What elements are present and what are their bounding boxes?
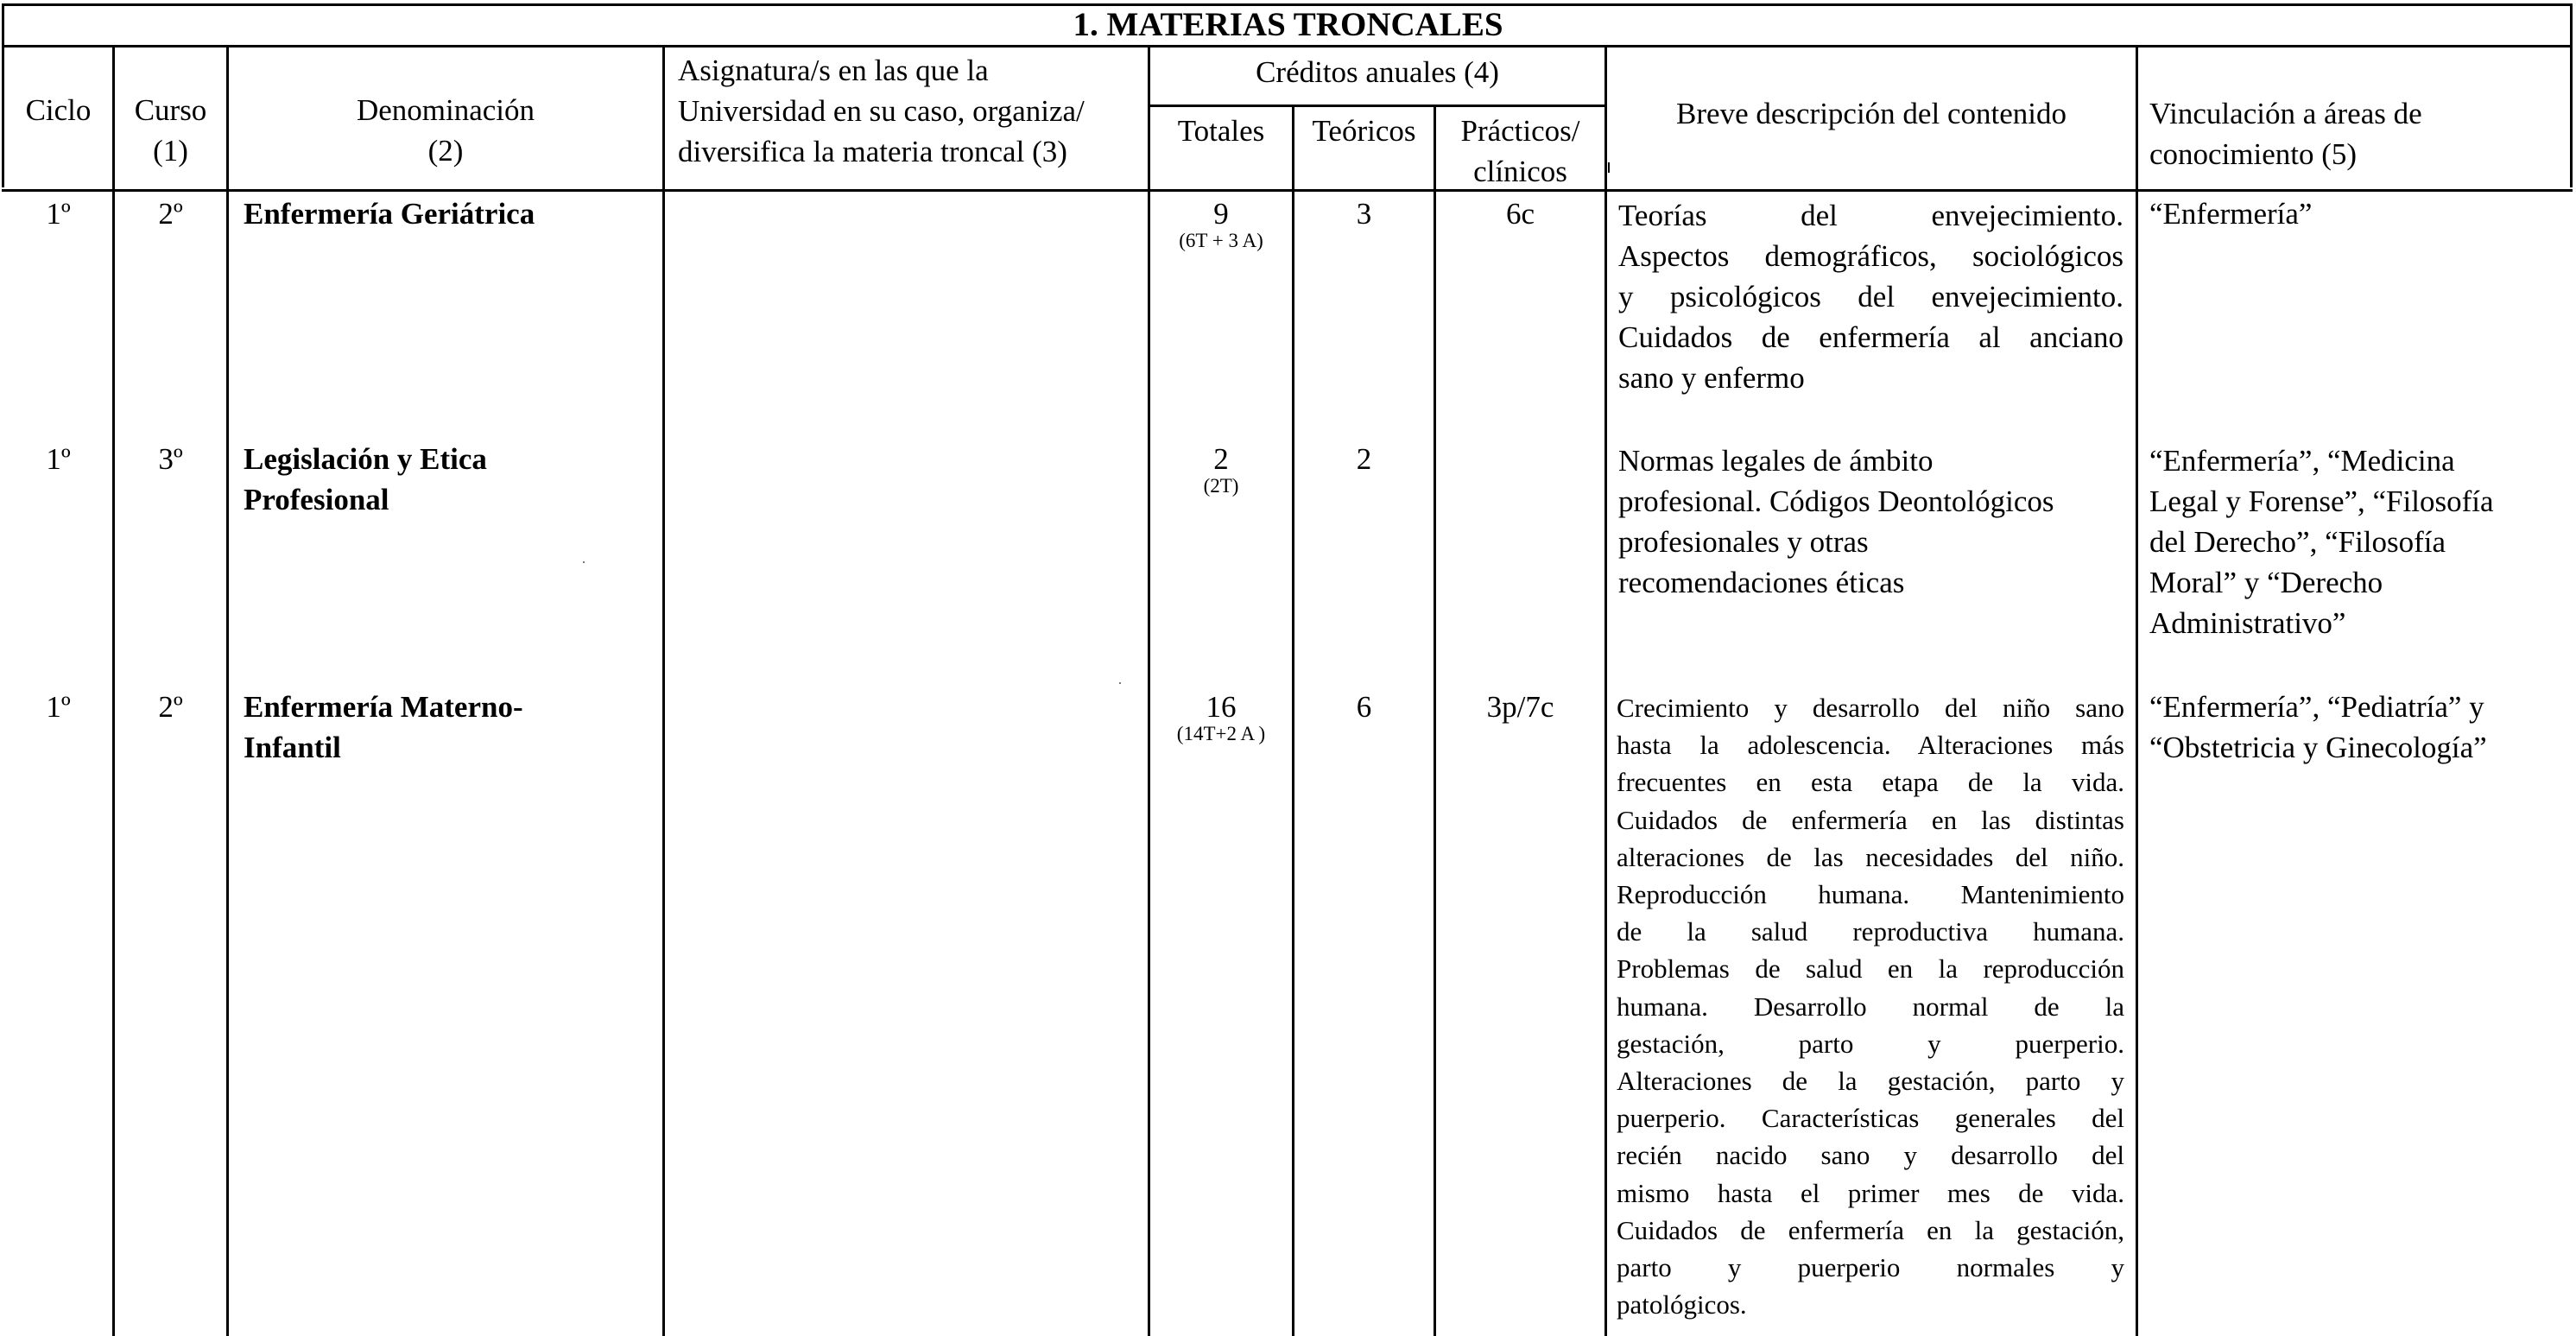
row-3-vinculacion	[2149, 687, 2568, 768]
row-3-vinculacion-line: “Enfermería”, “Pediatría” y	[2149, 690, 2484, 724]
row-3-curso: 2º	[158, 690, 183, 724]
row-2-curso: 3º	[158, 442, 183, 476]
row-1-totales	[1150, 193, 1292, 253]
row-1-vinculacion	[2149, 193, 2564, 234]
row-2-descripcion-line: profesional. Códigos Deontológicos	[1618, 484, 2054, 518]
header-asignatura-line: Asignatura/s en las que la	[678, 54, 989, 87]
row-3-practicos: 3p/7c	[1486, 690, 1554, 724]
row-2-ciclo: 1º	[46, 442, 71, 476]
row-3-teoricos: 6	[1356, 690, 1372, 724]
header-denominacion	[229, 90, 662, 171]
row-3-descripcion-line: mismo hasta el primer mes de vida.	[1617, 1177, 2124, 1208]
row-3-descripcion-line: patológicos.	[1617, 1289, 1747, 1320]
row-2-denominacion-line: Profesional	[244, 483, 389, 516]
row-3-denominacion-line: Enfermería Materno-	[244, 690, 523, 724]
row-3-descripcion-line: de la salud reproductiva humana.	[1617, 916, 2124, 947]
header-asignatura-line: diversifica la materia troncal (3)	[678, 135, 1067, 168]
row-2-descripcion-line: recomendaciones éticas	[1618, 566, 1905, 599]
row-3-descripcion-line: Cuidados de enfermería en la gestación,	[1617, 1214, 2124, 1245]
row-1-denominacion-line: Enfermería Geriátrica	[244, 197, 535, 231]
header-denominacion-label: Denominación	[356, 93, 535, 127]
row-2-vinculacion-line: Moral” y “Derecho	[2149, 566, 2383, 599]
row-2-denominacion-line: Legislación y Etica	[244, 442, 487, 476]
table-right-border	[2570, 3, 2573, 187]
header-vinculacion-line: conocimiento (5)	[2149, 137, 2358, 171]
header-ciclo	[4, 90, 112, 130]
header-curso-note: (1)	[153, 134, 188, 168]
row-3-descripcion-line: parto y puerperio normales y	[1617, 1252, 2124, 1283]
row-2-descripcion-line: Normas legales de ámbito	[1618, 444, 1934, 478]
header-practicos-line: clínicos	[1473, 155, 1567, 188]
row-1-descripcion-line: Cuidados de enfermería al anciano	[1618, 320, 2123, 354]
row-3-descripcion-line: hasta la adolescencia. Alteraciones más	[1617, 730, 2124, 761]
header-teoricos-label: Teóricos	[1312, 114, 1416, 148]
row-3-descripcion-line: frecuentes en esta etapa de la vida.	[1617, 767, 2124, 798]
col-divider-curso	[226, 45, 229, 1336]
row-1-denominacion	[244, 193, 658, 234]
row-1-totales-value: 9	[1213, 197, 1229, 231]
row-3-descripcion-line: Reproducción humana. Mantenimiento	[1617, 879, 2124, 910]
header-practicos	[1436, 111, 1604, 192]
row-1-descripcion-line: Teorías del envejecimiento.	[1618, 199, 2123, 232]
row-3-descripcion-line: alteraciones de las necesidades del niño.	[1617, 841, 2124, 872]
row-3-descripcion-line: Cuidados de enfermería en las distintas	[1617, 804, 2124, 835]
row-3-descripcion-line: gestación, parto y puerperio.	[1617, 1028, 2124, 1059]
header-curso	[115, 90, 226, 171]
header-breve-descripcion	[1607, 93, 2136, 134]
row-1-totales-note: (6T + 3 A)	[1179, 230, 1263, 251]
table-top-border	[2, 3, 2573, 6]
col-divider-creditos	[1604, 45, 1607, 1336]
row-1-curso: 2º	[158, 197, 183, 231]
row-2-vinculacion-line: Administrativo”	[2149, 606, 2346, 640]
row-3-descripcion	[1617, 689, 2124, 1323]
col-divider-descripcion	[2136, 45, 2138, 1336]
row-3-descripcion-line: humana. Desarrollo normal de la	[1617, 991, 2124, 1022]
header-curso-label: Curso	[134, 93, 207, 127]
header-breve-label: Breve descripción del contenido	[1676, 97, 2066, 130]
header-totales-label: Totales	[1177, 114, 1265, 148]
row-1-teoricos: 3	[1356, 197, 1372, 231]
row-2-totales-value: 2	[1213, 442, 1229, 476]
header-creditos-label: Créditos anuales (4)	[1256, 55, 1499, 89]
row-2-totales	[1150, 439, 1292, 498]
row-3-descripcion-line: Alteraciones de la gestación, parto y	[1617, 1066, 2124, 1097]
row-1-descripcion-line: Aspectos demográficos, sociológicos	[1618, 239, 2123, 273]
header-ciclo-label: Ciclo	[25, 93, 92, 127]
row-3-totales-value: 16	[1206, 690, 1237, 724]
row-3-descripcion-line: Problemas de salud en la reproducción	[1617, 953, 2124, 985]
row-2-descripcion-line: profesionales y otras	[1618, 525, 1869, 559]
row-1-descripcion-line: sano y enfermo	[1618, 361, 1805, 395]
header-asignatura	[678, 50, 1149, 172]
header-teoricos	[1294, 111, 1434, 151]
creditos-subheader-rule	[1148, 104, 1604, 107]
row-3-totales-note: (14T+2 A )	[1176, 723, 1266, 744]
row-3-vinculacion-line: “Obstetricia y Ginecología”	[2149, 731, 2487, 764]
row-3-descripcion-line: puerperio. Características generales del	[1617, 1103, 2124, 1134]
scan-speck	[1119, 682, 1121, 684]
row-3-descripcion-line: Crecimiento y desarrollo del niño sano	[1617, 693, 2124, 723]
header-totales	[1150, 111, 1292, 151]
row-3-denominacion-line: Infantil	[244, 731, 341, 764]
row-3-denominacion	[244, 687, 658, 768]
row-2-totales-note: (2T)	[1203, 475, 1239, 497]
title-bottom-rule	[2, 45, 2573, 47]
row-2-teoricos: 2	[1356, 442, 1372, 476]
row-1-descripcion	[1618, 195, 2123, 398]
row-1-descripcion-line: y psicológicos del envejecimiento.	[1618, 280, 2123, 313]
header-asignatura-line: Universidad en su caso, organiza/	[678, 94, 1085, 128]
row-2-vinculacion-line: Legal y Forense”, “Filosofía	[2149, 484, 2494, 518]
header-practicos-line: Prácticos/	[1460, 114, 1580, 148]
row-2-vinculacion-line: “Enfermería”, “Medicina	[2149, 444, 2455, 478]
row-2-denominacion	[244, 439, 658, 520]
row-1-vinculacion-line: “Enfermería”	[2149, 197, 2313, 231]
scan-speck	[583, 561, 585, 563]
row-3-ciclo: 1º	[46, 690, 71, 724]
row-1-practicos: 6c	[1505, 197, 1535, 231]
row-1-ciclo: 1º	[46, 197, 71, 231]
header-bottom-rule	[2, 189, 2573, 192]
header-denominacion-note: (2)	[427, 134, 464, 168]
row-2-descripcion	[1618, 440, 2123, 603]
header-creditos	[1150, 52, 1604, 92]
row-2-vinculacion	[2149, 440, 2568, 643]
header-vinculacion	[2149, 93, 2564, 174]
section-title: 1. MATERIAS TRONCALES	[1073, 6, 1503, 43]
scan-mark	[1608, 162, 1610, 173]
row-3-totales	[1150, 687, 1292, 746]
header-vinculacion-line: Vinculación a áreas de	[2149, 97, 2422, 130]
row-3-descripcion-line: recién nacido sano y desarrollo del	[1617, 1140, 2124, 1171]
col-divider-denominacion	[662, 45, 665, 1336]
row-2-vinculacion-line: del Derecho”, “Filosofía	[2149, 525, 2446, 559]
